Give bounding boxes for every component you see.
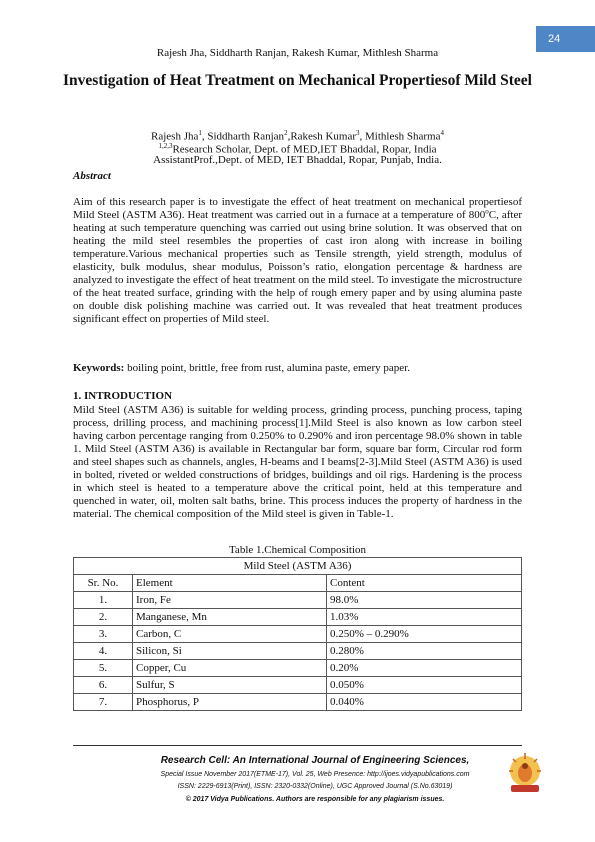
- running-head: Rajesh Jha, Siddharth Ranjan, Rakesh Kumar, Mithlesh Sharma: [156, 47, 439, 59]
- chemical-composition-table: [73, 557, 522, 711]
- abstract-text-2: C, after heating at such temperature quenching was carried out using brine solution. It was observed that on heating the mild steel resembles the properties of cast iron along with increase in boiling temperature.Various mechanical properties such as Tensile strength, yield strength, modulus of elasticity, bulk modulus, shear modulus, Poisson’s ratio, elongation percentage & hardness are analyzed to investigate the effect of heat treatment on the mild steel. To investigate the microstructure of the heat treated surface, grinding with the help of rough emery paper and by using alumina paste on double disk polishing machine was carried out. It was revealed that heat treatment produces significant effect on properties of Mild steel.: [73, 209, 522, 325]
- table-title-row: [74, 558, 522, 575]
- author-name: Rajesh Jha: [151, 130, 199, 143]
- footer-journal-name: Research Cell: An International Journal of Engineering Sciences,: [160, 755, 470, 766]
- table-header-row: [74, 575, 522, 592]
- table-row: [74, 609, 522, 626]
- table-cell: 0.050%: [327, 677, 522, 694]
- table-cell: 1.: [74, 592, 133, 609]
- footer-divider: [73, 745, 522, 746]
- page-number-badge: 24: [536, 26, 595, 52]
- paper-title: Investigation of Heat Treatment on Mechanical Propertiesof Mild Steel: [63, 72, 532, 89]
- author-sup: 2: [284, 129, 288, 137]
- table-row: [74, 694, 522, 711]
- author-sup: 3: [356, 129, 360, 137]
- table-cell: Carbon, C: [133, 626, 327, 643]
- affiliation-sup: 1,2,3: [158, 142, 173, 150]
- abstract-text-1: Aim of this research paper is to investigate the effect of heat treatment on mechanical propertiesof Mild Steel (ASTM A36). Heat treatment was carried out in a furnace at a temperature of 800: [73, 196, 522, 221]
- section-heading-introduction: 1. INTRODUCTION: [73, 390, 173, 402]
- publisher-logo-icon: [503, 751, 547, 795]
- table-cell: 5.: [74, 660, 133, 677]
- table-row: [74, 592, 522, 609]
- footer-issn-line: ISSN: 2229-6913(Print), ISSN: 2320-0332(Online), UGC Approved Journal (S.No.63019): [177, 783, 453, 790]
- abstract-heading: Abstract: [73, 170, 111, 182]
- author-list: Rajesh Jha$^1$, Siddharth Ranjan$^2$,Rakesh Kumar$^3$, Mithlesh Sharma$^4$: [151, 129, 444, 143]
- author-name: Siddharth Ranjan: [207, 130, 285, 143]
- table-cell: Phosphorus, P: [133, 694, 327, 711]
- affiliation-2: AssistantProf.,Dept. of MED, IET Bhaddal, Ropar, Punjab, India.: [153, 154, 442, 166]
- table-cell: Iron, Fe: [133, 592, 327, 609]
- table-cell: 98.0%: [327, 592, 522, 609]
- table-cell: Copper, Cu: [133, 660, 327, 677]
- table-cell: Silicon, Si: [133, 643, 327, 660]
- table-cell: 4.: [74, 643, 133, 660]
- author-sup: 1: [198, 129, 202, 137]
- degree-sup: o: [485, 207, 489, 216]
- footer-issue-line: Special Issue November 2017(ETME-17), Vol. 25, Web Presence: http://ijoes.vidyapublications.com: [160, 771, 470, 778]
- author-name: Rakesh Kumar: [290, 130, 356, 143]
- table-cell: 0.250% – 0.290%: [327, 626, 522, 643]
- column-header: Content: [327, 575, 522, 592]
- table-caption: Table 1.Chemical Composition: [228, 544, 367, 556]
- table-cell: 2.: [74, 609, 133, 626]
- footer-copyright: © 2017 Vidya Publications. Authors are responsible for any plagiarism issues.: [185, 796, 445, 803]
- keywords-label: Keywords:: [73, 362, 125, 374]
- table-row: [74, 660, 522, 677]
- table-cell: 0.280%: [327, 643, 522, 660]
- table-cell: 1.03%: [327, 609, 522, 626]
- abstract-body: [73, 196, 522, 326]
- author-sup: 4: [440, 129, 444, 137]
- table-cell: 3.: [74, 626, 133, 643]
- column-header: Element: [133, 575, 327, 592]
- table-cell: Sulfur, S: [133, 677, 327, 694]
- column-header: Sr. No.: [74, 575, 133, 592]
- introduction-body: Mild Steel (ASTM A36) is suitable for welding process, grinding process, punching process, taping process, drilling process, and machining process[1].Mild Steel is also known as low carbon steel having carbon percentage ranging from 0.250% to 0.290% and iron percentage 98.0% shown in table 1. Mild Steel (ASTM A36) is available in Rectangular bar form, square bar form, Circular rod form and steel shapes such as channels, angles, H-beams and I beams[2-3].Mild Steel (ASTM A36) is used in bolted, riveted or welded constructions of bridges, buildings and oil rigs. Hardening is the process in which steel is heated to a temperature above the critical point, held at this temperature and quenched in water, oil, molten salt baths, brine. This process induces the property of hardness in the material. The chemical composition of the Mild steel is given in Table-1.: [73, 404, 522, 520]
- table-cell: 7.: [74, 694, 133, 711]
- author-name: Mithlesh Sharma: [365, 130, 441, 143]
- keywords: [73, 362, 522, 375]
- table-title: Mild Steel (ASTM A36): [74, 558, 522, 575]
- keywords-text: boiling point, brittle, free from rust, alumina paste, emery paper.: [124, 362, 410, 374]
- table-row: [74, 643, 522, 660]
- table-row: [74, 626, 522, 643]
- table-cell: 6.: [74, 677, 133, 694]
- table-cell: Manganese, Mn: [133, 609, 327, 626]
- table-row: [74, 677, 522, 694]
- table-cell: 0.20%: [327, 660, 522, 677]
- table-cell: 0.040%: [327, 694, 522, 711]
- affiliation-text: Research Scholar, Dept. of MED,IET Bhaddal, Ropar, India: [172, 143, 437, 156]
